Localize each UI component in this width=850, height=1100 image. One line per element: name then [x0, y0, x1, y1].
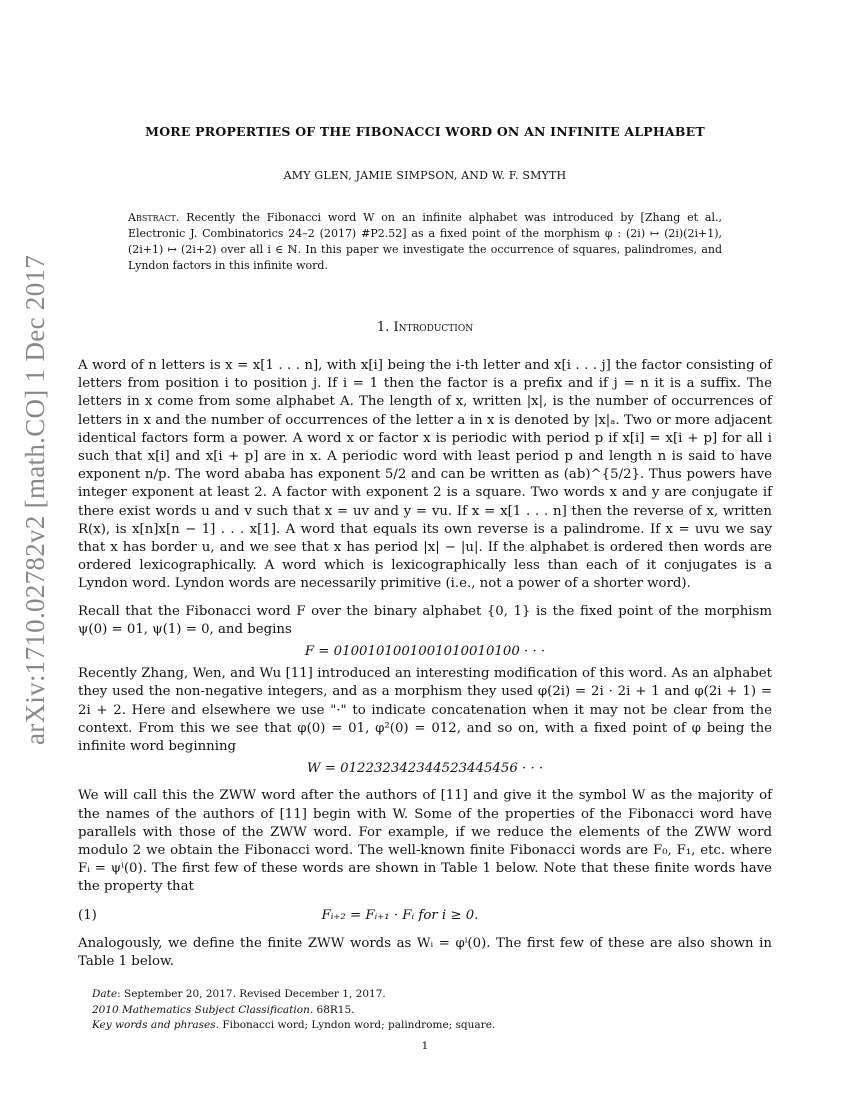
paragraph-fibonacci: Recall that the Fibonacci word F over the binary alphabet {0, 1} is the fixed point of the morphism ψ(0) = 01, ψ(1) = 0, and begins [78, 603, 772, 637]
footnote-date-label: Date [92, 988, 118, 1001]
footnote-msc-text: 68R15. [313, 1003, 355, 1016]
paper-authors: AMY GLEN, JAMIE SIMPSON, AND W. F. SMYTH [283, 169, 567, 182]
equation-1 [78, 907, 772, 925]
footnote-keywords [92, 1018, 772, 1034]
footnote-msc [92, 1003, 772, 1019]
equation-number: (1) [78, 907, 97, 923]
paragraph-zww-name: We will call this the ZWW word after the authors of [11] and give it the symbol W as the majority of the names of the authors of [11] begin with W. Some of the properties of the Fibonacci word have parallels with those of the ZWW word. For example, if we reduce the elements of the ZWW word modulo 2 we obtain the Fibonacci word. The well-known finite Fibonacci words are F₀, F₁, etc. where Fᵢ = ψⁱ(0). The first few of these words are shown in Table 1 below. Note that these finite words have the property that [78, 788, 772, 895]
footnote-keywords-label: Key words and phrases. [92, 1019, 219, 1032]
section-title: Introduction [393, 320, 474, 335]
abstract [128, 210, 722, 274]
arxiv-identifier [14, 250, 54, 750]
paragraph-finite-zww: Analogously, we define the finite ZWW words as Wᵢ = φⁱ(0). The first few of these are also shown in Table 1 below. [78, 935, 772, 970]
paragraph-zww-morphism: Recently Zhang, Wen, and Wu [11] introduced an interesting modification of this word. As an alphabet they used the non-negative integers, and as a morphism they used φ(2i) = 2i · 2i + 1 and φ(2i + 1) = 2i + 2. Here and elsewhere we use "·" to indicate concatenation when it may not be clear from the context. From this we see that φ(0) = 01, φ²(0) = 012, and so on, with a fixed point of φ being the infinite word beginning [78, 666, 772, 755]
footnotes [78, 987, 772, 1034]
abstract-label: Abstract. [128, 211, 180, 224]
section-number: 1. [376, 320, 390, 335]
display-fibonacci-word: F = 0100101001001010010100 · · · [304, 644, 546, 660]
arxiv-identifier-text: arXiv:1710.02782v2 [math.CO] 1 Dec 2017 [20, 254, 50, 745]
footnote-date [92, 987, 772, 1003]
footnote-keywords-text: Fibonacci word; Lyndon word; palindrome; square. [219, 1019, 496, 1032]
footnote-date-text: : September 20, 2017. Revised December 1, 2017. [117, 988, 386, 1001]
display-zww-word: W = 012232342344523445456 · · · [306, 761, 544, 777]
page-number: 1 [421, 1039, 429, 1052]
section-heading [78, 320, 772, 335]
paragraph-definitions: A word of n letters is x = x[1 . . . n], with x[i] being the i-th letter and x[i . . . j] the factor consisting of letters from position i to position j. If i = 1 then the factor is a prefix and if j = n it is a suffix. The letters in x come from some alphabet A. The length of x, written |x|, is the number of occurrences of letters in x and the number of occurrences of the letter a in x is denoted by |x|ₐ. Two or more adjacent identical factors form a power. A word x or factor x is periodic with period p if x[i] = x[i + p] for all i such that x[i] and x[i + p] are in x. A periodic word with least period p and length n is said to have exponent n/p. The word ababa has exponent 5/2 and can be written as (ab)^{5/2}. Thus powers have integer exponent at least 2. A factor with exponent 2 is a square. Two words x and y are conjugate if there exist words u and v such that x = uv and y = vu. If x = x[1 . . . n] then the reverse of x, written R(x), is x[n]x[n − 1] . . . x[1]. A word that equals its own reverse is a palindrome. If x = uvu we say that x has border u, and we see that x has period |x| − |u|. If the alphabet is ordered then words are ordered lexicographically. A word which is lexicographically less than each of it conjugates is a Lyndon word. Lyndon words are necessarily primitive (i.e., not a power of a shorter word). [78, 358, 772, 592]
equation-content: Fᵢ₊₂ = Fᵢ₊₁ · Fᵢ for i ≥ 0. [321, 907, 479, 923]
footnote-msc-label: 2010 Mathematics Subject Classification. [92, 1003, 314, 1016]
paper-title: MORE PROPERTIES OF THE FIBONACCI WORD ON AN INFINITE ALPHABET [145, 124, 705, 139]
paper-page [78, 0, 772, 1052]
abstract-text: Recently the Fibonacci word W on an infinite alphabet was introduced by [Zhang et al., Electronic J. Combinatorics 24–2 (2017) #P2.52] as a fixed point of the morphism φ : (2i) ↦ (2i)(2i+1), (2i+1) ↦ (2i+2) over all i ∈ ℕ. In this paper we investigate the occurrence of squares, palindromes, and Lyndon factors in this infinite word. [128, 211, 722, 272]
